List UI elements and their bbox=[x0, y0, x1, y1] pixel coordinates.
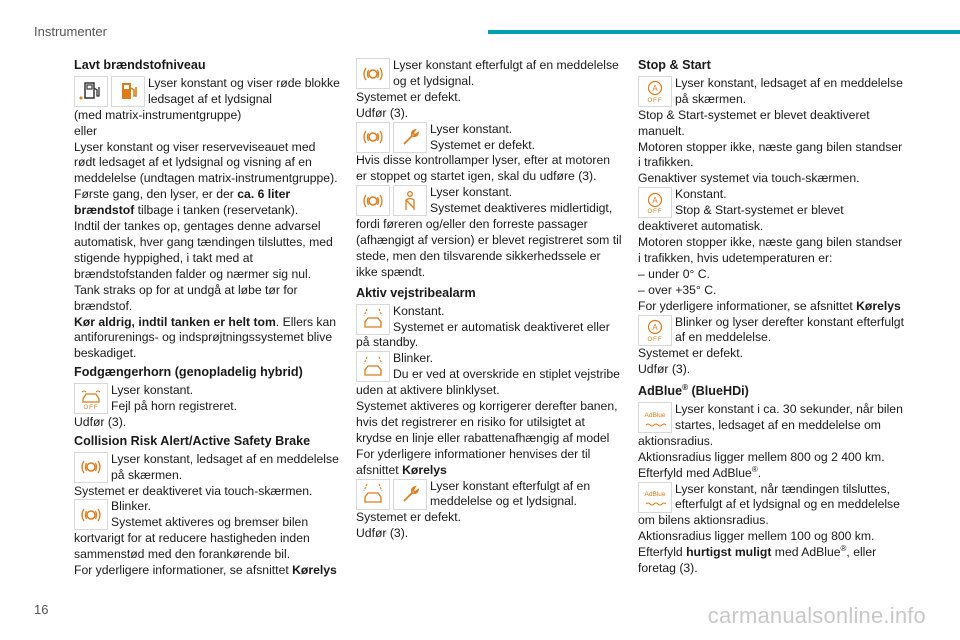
adblue-entry-2 bbox=[638, 482, 904, 530]
lane-text-5: Systemet aktiveres og korrigerer derefter banen, hvis det registrerer en risiko for utilsigtet at krydse en linje eller rabattenafhængig af model bbox=[356, 399, 618, 445]
adblue-text-5: Aktionsradius ligger mellem 100 og 800 km. bbox=[638, 529, 875, 544]
wrench-icon bbox=[393, 122, 427, 153]
lane-departure-blink-icon bbox=[356, 351, 390, 382]
ss-text-11: Blinker og lyser derefter konstant efterfulgt af en meddelelse. bbox=[675, 314, 904, 345]
fuel-text-2: (med matrix-instrumentgruppe) bbox=[74, 107, 242, 122]
fuel-text-7: Tank straks op for at undgå at løbe tør for brændstof. bbox=[74, 282, 298, 313]
crab-seatbelt-text-1: Lyser konstant. bbox=[430, 185, 513, 200]
crab-seatbelt-text-2: Systemet deaktiveres midlertidigt, fordi føreren og/eller den forreste passager (afhængigt af version) er blevet registreret som til stede, men den tilsvarende sikkerhedssele er ikke spændt. bbox=[356, 201, 622, 279]
crab-fault-text-1: Lyser konstant efterfulgt af en meddelelse og et lydsignal. bbox=[393, 58, 619, 88]
lane-entry-2 bbox=[356, 351, 622, 399]
crab-fault-entry bbox=[356, 58, 622, 90]
ss-entry-3 bbox=[638, 315, 904, 347]
crab-text-2: Systemet er deaktiveret via touch-skærmen. bbox=[74, 483, 313, 498]
ss-text-1: Lyser konstant, ledsaget af en meddelelse på skærmen. bbox=[675, 75, 903, 106]
crab-fault-text-2: Systemet er defekt. bbox=[356, 89, 461, 104]
adblue-text-4: Lyser konstant, når tændingen tilsluttes, efterfulgt af et lydsignal og en meddelelse om bilens aktionsradius. bbox=[638, 481, 900, 528]
fuel-text-6: Indtil der tankes op, gentages denne advarsel automatisk, hver gang tændingen tilsluttes, med stigende hyppighed, i takt med at brændstofstanden falder og nærmer sig nul. bbox=[74, 219, 333, 281]
ss-text-2: Stop & Start-systemet er blevet deaktiveret manuelt. bbox=[638, 107, 870, 138]
horn-text-2: Fejl på horn registreret. bbox=[111, 399, 237, 414]
crab-pair-text-1: Lyser konstant. bbox=[430, 121, 513, 136]
section-title-stopstart: Stop & Start bbox=[638, 58, 711, 72]
section-title-horn: Fodgængerhorn (genopladelig hybrid) bbox=[74, 365, 303, 380]
collision-alert-blink-icon bbox=[74, 499, 108, 530]
crab-entry-1 bbox=[74, 452, 340, 484]
column-right bbox=[638, 58, 904, 577]
collision-alert-icon bbox=[356, 185, 390, 216]
adblue-text-2: Aktionsradius ligger mellem 800 og 2 400 km. bbox=[638, 449, 885, 464]
lane-text-7: Lyser konstant efterfulgt af en meddelelse og et lydsignal. bbox=[430, 478, 591, 509]
crab-text-5: For yderligere informationer, se afsnittet Kørelys bbox=[74, 563, 337, 578]
ss-text-5: Konstant. bbox=[675, 187, 727, 202]
crab-pair-text-2: Systemet er defekt. bbox=[430, 137, 535, 152]
lane-entry-1 bbox=[356, 304, 622, 352]
svg-text:AdBlue: AdBlue bbox=[644, 491, 666, 499]
svg-text:AdBlue: AdBlue bbox=[644, 411, 666, 419]
lane-text-9: Udfør (3). bbox=[356, 526, 409, 541]
fuel-text-1: Lyser konstant og viser røde blokke ledsaget af et lydsignal bbox=[148, 75, 340, 106]
ss-text-10: For yderligere informationer, se afsnittet Kørelys bbox=[638, 298, 901, 313]
crab-pair-entry bbox=[356, 122, 622, 154]
crab-text-1: Lyser konstant, ledsaget af en meddelelse på skærmen. bbox=[111, 451, 339, 482]
adblue-text-6: Efterfyld hurtigst muligt med AdBlue®, eller foretag (3). bbox=[638, 544, 877, 576]
lane-text-4: Du er ved at overskride en stiplet vejstribe uden at aktivere blinklyset. bbox=[356, 367, 620, 398]
header-accent-bar bbox=[488, 30, 960, 34]
stop-start-off-icon: A OFF bbox=[638, 187, 672, 218]
ss-text-9: – over +35° C. bbox=[638, 282, 717, 297]
ss-text-7: Motoren stopper ikke, næste gang bilen standser i trafikken, hvis udetemperaturen er: bbox=[638, 234, 903, 265]
horn-text-3: Udfør (3). bbox=[74, 414, 127, 429]
horn-text-1: Lyser konstant. bbox=[111, 383, 194, 398]
lane-text-2: Systemet er automatisk deaktiveret eller på standby. bbox=[356, 319, 610, 350]
stop-start-off-icon: A OFF bbox=[638, 76, 672, 107]
ss-text-12: Systemet er defekt. bbox=[638, 346, 743, 361]
fuel-text-5: Første gang, den lyser, er der ca. 6 liter brændstof tilbage i tanken (reservetank). bbox=[74, 187, 299, 218]
lane-text-6: For yderligere informationer henvises der til afsnittet Kørelys bbox=[356, 446, 591, 477]
seatbelt-icon bbox=[393, 185, 427, 216]
ss-text-4: Genaktiver systemet via touch-skærmen. bbox=[638, 171, 860, 186]
fuel-pump-outline-icon bbox=[74, 76, 108, 107]
fuel-text-3: eller bbox=[74, 123, 98, 138]
crab-text-3: Blinker. bbox=[111, 499, 151, 514]
svg-text:A: A bbox=[652, 84, 658, 94]
lane-text-3: Blinker. bbox=[393, 351, 433, 366]
crab-seatbelt-entry bbox=[356, 185, 622, 280]
stop-start-off-icon: A OFF bbox=[638, 315, 672, 346]
column-left bbox=[74, 58, 340, 579]
section-title-crab: Collision Risk Alert/Active Safety Brake bbox=[74, 433, 311, 448]
collision-alert-fault-icon bbox=[356, 58, 390, 89]
crab-fault-text-3: Udfør (3). bbox=[356, 105, 409, 120]
section-title-fuel: Lavt brændstofniveau bbox=[74, 58, 206, 72]
adblue-icon bbox=[638, 482, 672, 513]
fuel-pump-warning-icon bbox=[111, 76, 145, 107]
ss-text-3: Motoren stopper ikke, næste gang bilen standser i trafikken. bbox=[638, 139, 903, 170]
adblue-text-3: Efterfyld med AdBlue®. bbox=[638, 464, 762, 480]
fuel-text-4: Lyser konstant og viser reserveviseauet med rødt ledsaget af et lydsignal og visning af en meddelelse (undtagen matrix-instrumentgruppe). bbox=[74, 139, 338, 186]
page-number: 16 bbox=[34, 602, 49, 617]
svg-text:A: A bbox=[652, 195, 658, 205]
crab-pair-text-3: Hvis disse kontrollamper lyser, efter at motoren er stoppet og startet igen, skal du udføre (3). bbox=[356, 153, 611, 184]
lane-text-1: Konstant. bbox=[393, 303, 445, 318]
adblue-icon bbox=[638, 402, 672, 433]
adblue-entry-1 bbox=[638, 402, 904, 450]
ss-text-6: Stop & Start-systemet er blevet deaktiveret automatisk. bbox=[638, 203, 844, 234]
ss-text-13: Udfør (3). bbox=[638, 362, 691, 377]
ss-text-8: – under 0° C. bbox=[638, 266, 710, 281]
lane-entry-3 bbox=[356, 479, 622, 511]
svg-text:A: A bbox=[652, 323, 658, 332]
fuel-entry bbox=[74, 76, 340, 108]
column-middle bbox=[356, 58, 622, 542]
lane-departure-icon bbox=[356, 304, 390, 335]
horn-entry bbox=[74, 383, 340, 415]
crab-text-4: Systemet aktiveres og bremser bilen kortvarigt for at reducere hastigheden inden sammenstød med den forankørende bil. bbox=[74, 515, 310, 562]
lane-text-8: Systemet er defekt. bbox=[356, 510, 461, 525]
crab-entry-2 bbox=[74, 499, 340, 563]
collision-alert-icon bbox=[74, 452, 108, 483]
collision-alert-icon bbox=[356, 122, 390, 153]
adblue-text-1: Lyser konstant i ca. 30 sekunder, når bilen startes, ledsaget af en meddelelse om aktionsradius. bbox=[638, 402, 903, 448]
lane-departure-icon bbox=[356, 479, 390, 510]
pedestrian-horn-off-icon: OFF bbox=[74, 383, 108, 414]
ss-entry-2 bbox=[638, 187, 904, 235]
watermark: carmanualsonline.info bbox=[707, 603, 926, 628]
wrench-icon bbox=[393, 479, 427, 510]
page-header-title: Instrumenter bbox=[34, 24, 107, 39]
section-title-lane: Aktiv vejstribealarm bbox=[356, 285, 476, 300]
section-title-adblue: AdBlue® (BlueHDi) bbox=[638, 382, 749, 399]
fuel-text-8: Kør aldrig, indtil tanken er helt tom. Ellers kan antiforurenings- og indsprøjtningssystemet blive beskadiget. bbox=[74, 314, 337, 361]
ss-entry-1 bbox=[638, 76, 904, 108]
